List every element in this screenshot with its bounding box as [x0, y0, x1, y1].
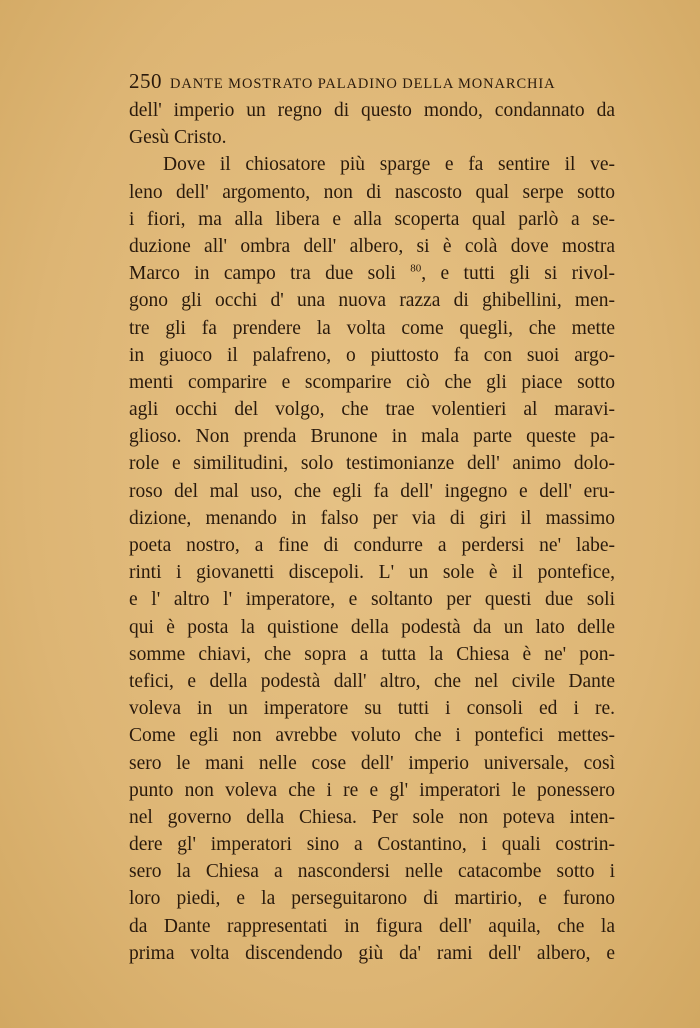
text-line: e l' altro l' imperatore, e soltanto per questi due soli	[129, 589, 615, 611]
text-line: Come egli non avrebbe voluto che i pontefici mettes-	[129, 725, 615, 747]
text-line: in giuoco il palafreno, o piuttosto fa con suoi argo-	[129, 344, 615, 366]
text-segment: Marco in campo tra due soli	[129, 263, 396, 285]
text-line: leno dell' argomento, non di nascosto qual serpe sotto	[129, 181, 615, 203]
footnote-marker: 80	[410, 262, 422, 275]
text-line: Gesù Cristo.	[129, 127, 227, 149]
text-line: menti comparire e scomparire ciò che gli piace sotto	[129, 371, 615, 393]
text-line: roso del mal uso, che egli fa dell' ingegno e dell' eru-	[129, 480, 615, 502]
text-line: dizione, menando in falso per via di giri il massimo	[129, 507, 615, 529]
text-line: sero le mani nelle cose dell' imperio universale, così	[129, 752, 615, 774]
book-page	[129, 69, 615, 967]
text-line: loro piedi, e la perseguitarono di martirio, e furono	[129, 888, 615, 910]
text-line: sero la Chiesa a nascondersi nelle catacombe sotto i	[129, 861, 615, 883]
text-line: prima volta discendendo giù da' rami dell' albero, e	[129, 942, 615, 964]
text-line-with-footnote	[129, 260, 615, 287]
text-line: role e similitudini, solo testimonianze dell' animo dolo-	[129, 453, 615, 475]
page-number: 250	[129, 69, 162, 93]
text-line: punto non voleva che i re e gl' imperatori le ponessero	[129, 779, 615, 801]
text-line: tefici, e della podestà dall' altro, che nel civile Dante	[129, 670, 615, 692]
text-segment: , e tutti gli si rivol-	[421, 263, 615, 285]
text-line: tre gli fa prendere la volta come quegli, che mette	[129, 317, 615, 339]
running-title: DANTE MOSTRATO PALADINO DELLA MONARCHIA	[170, 76, 556, 92]
text-line: i fiori, ma alla libera e alla scoperta qual parlò a se-	[129, 208, 615, 230]
text-line: gono gli occhi d' una nuova razza di ghibellini, men-	[129, 290, 615, 312]
text-line: somme chiavi, che sopra a tutta la Chiesa è ne' pon-	[129, 643, 615, 665]
text-line: dere gl' imperatori sino a Costantino, i quali costrin-	[129, 834, 615, 856]
text-line: da Dante rappresentati in figura dell' aquila, che la	[129, 915, 615, 937]
text-line: rinti i giovanetti discepoli. L' un sole è il pontefice,	[129, 562, 615, 584]
text-line: nel governo della Chiesa. Per sole non poteva inten-	[129, 806, 615, 828]
text-line: glioso. Non prenda Brunone in mala parte queste pa-	[129, 426, 615, 448]
text-line: duzione all' ombra dell' albero, si è colà dove mostra	[129, 235, 615, 257]
running-header	[129, 69, 615, 97]
text-line: dell' imperio un regno di questo mondo, condannato da	[129, 100, 615, 121]
body-text	[129, 97, 615, 967]
text-line: Dove il chiosatore più sparge e fa sentire il ve-	[163, 154, 615, 176]
text-line: qui è posta la quistione della podestà da un lato delle	[129, 616, 615, 638]
text-line: poeta nostro, a fine di condurre a perdersi ne' labe-	[129, 535, 615, 556]
text-line: voleva in un imperatore su tutti i consoli ed i re.	[129, 698, 615, 720]
text-line: agli occhi del volgo, che trae volentieri al maravi-	[129, 399, 615, 421]
